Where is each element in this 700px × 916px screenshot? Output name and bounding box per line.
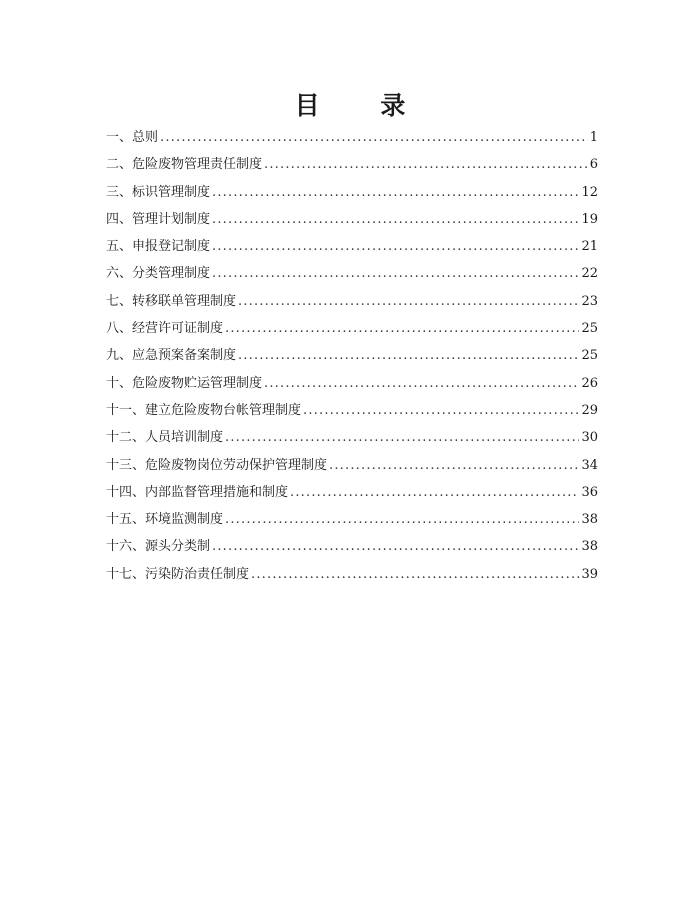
toc-entry-label: 二、危险废物管理责任制度 <box>106 157 263 173</box>
toc-leader-dots <box>212 233 579 260</box>
toc-entry[interactable] <box>106 452 598 479</box>
table-of-contents <box>106 124 598 588</box>
toc-entry[interactable] <box>106 370 598 397</box>
toc-leader-dots <box>303 397 579 424</box>
toc-entry-page: 34 <box>581 457 598 473</box>
toc-entry-page: 30 <box>581 430 598 446</box>
toc-leader-dots <box>160 124 588 151</box>
toc-entry[interactable] <box>106 397 598 424</box>
toc-entry-page: 26 <box>581 375 598 391</box>
toc-entry-page: 6 <box>589 157 598 173</box>
toc-entry-label: 十七、污染防治责任制度 <box>106 566 250 582</box>
toc-entry-label: 四、管理计划制度 <box>106 211 211 227</box>
toc-leader-dots <box>264 370 579 397</box>
toc-entry[interactable] <box>106 151 598 178</box>
toc-entry-label: 十五、环境监测制度 <box>106 512 224 528</box>
toc-entry[interactable] <box>106 206 598 233</box>
toc-entry-page: 19 <box>581 211 598 227</box>
toc-entry[interactable] <box>106 288 598 315</box>
toc-entry-page: 23 <box>581 293 598 309</box>
page-title: 目 录 <box>294 91 432 120</box>
toc-leader-dots <box>225 424 579 451</box>
toc-entry-page: 21 <box>581 239 598 255</box>
toc-entry-page: 39 <box>581 566 598 582</box>
toc-entry-page: 25 <box>581 348 598 364</box>
toc-leader-dots <box>329 452 579 479</box>
toc-entry-label: 六、分类管理制度 <box>106 266 211 282</box>
toc-entry[interactable] <box>106 533 598 560</box>
toc-entry-page: 29 <box>581 402 598 418</box>
toc-entry-label: 八、经营许可证制度 <box>106 321 224 337</box>
toc-entry-label: 七、转移联单管理制度 <box>106 293 237 309</box>
toc-entry-label: 五、申报登记制度 <box>106 239 211 255</box>
toc-entry-label: 十一、建立危险废物台帐管理制度 <box>106 402 302 418</box>
toc-entry-label: 十六、源头分类制 <box>106 539 211 555</box>
toc-leader-dots <box>264 151 588 178</box>
toc-leader-dots <box>225 506 579 533</box>
toc-entry[interactable] <box>106 424 598 451</box>
toc-leader-dots <box>238 288 579 315</box>
toc-leader-dots <box>212 179 579 206</box>
toc-leader-dots <box>238 342 579 369</box>
toc-entry[interactable] <box>106 479 598 506</box>
toc-entry-label: 三、标识管理制度 <box>106 184 211 200</box>
toc-entry-page: 12 <box>581 184 598 200</box>
toc-entry-page: 36 <box>581 484 598 500</box>
toc-entry[interactable] <box>106 260 598 287</box>
toc-entry-label: 十、危险废物贮运管理制度 <box>106 375 263 391</box>
toc-entry-label: 十四、内部监督管理措施和制度 <box>106 484 289 500</box>
toc-leader-dots <box>290 479 579 506</box>
toc-entry-label: 九、应急预案备案制度 <box>106 348 237 364</box>
toc-leader-dots <box>212 206 579 233</box>
toc-entry[interactable] <box>106 124 598 151</box>
toc-entry-label: 十二、人员培训制度 <box>106 430 224 446</box>
toc-entry-page: 38 <box>581 512 598 528</box>
toc-entry[interactable] <box>106 506 598 533</box>
toc-entry-page: 38 <box>581 539 598 555</box>
toc-entry-page: 22 <box>581 266 598 282</box>
toc-entry-label: 一、总则 <box>106 130 159 145</box>
toc-entry[interactable] <box>106 233 598 260</box>
toc-entry[interactable] <box>106 561 598 588</box>
toc-leader-dots <box>212 260 579 287</box>
toc-entry[interactable] <box>106 342 598 369</box>
toc-entry-label: 十三、危险废物岗位劳动保护管理制度 <box>106 457 328 473</box>
toc-leader-dots <box>251 561 579 588</box>
toc-leader-dots <box>225 315 579 342</box>
toc-entry-page: 1 <box>589 130 598 145</box>
toc-entry[interactable] <box>106 315 598 342</box>
toc-entry[interactable] <box>106 179 598 206</box>
toc-entry-page: 25 <box>581 321 598 337</box>
toc-leader-dots <box>212 533 579 560</box>
